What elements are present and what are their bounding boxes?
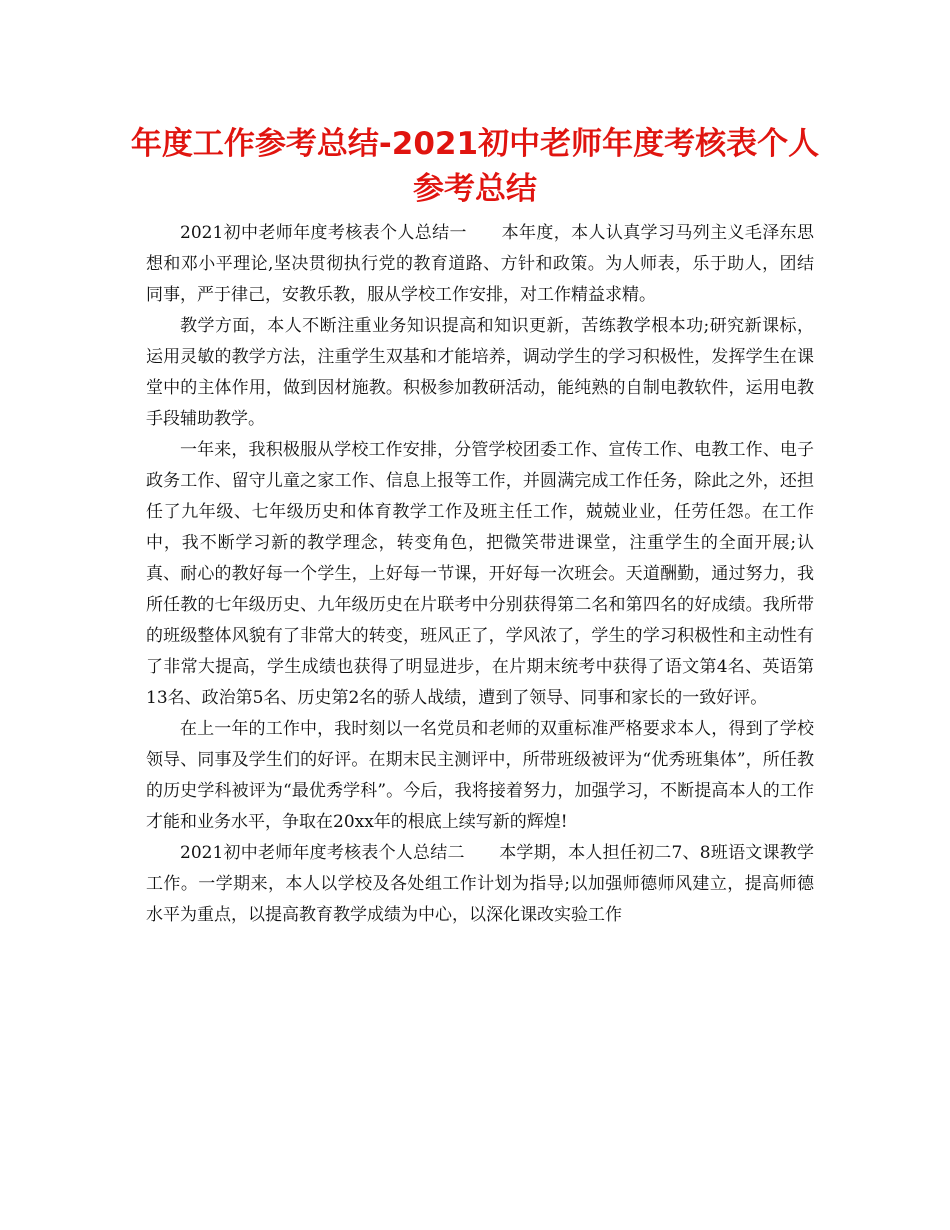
paragraph-5: 2021初中老师年度考核表个人总结二 本学期，本人担任初二7、8班语文课教学工作。一学期来，本人以学校及各处组工作计划为指导;以加强师德师风建立，提高师德水平为重点，以提高教育教学成绩为中心，以深化课改实验工作 <box>146 843 814 925</box>
paragraph-4: 在上一年的工作中，我时刻以一名党员和老师的双重标准严格要求本人，得到了学校领导、同事及学生们的好评。在期末民主测评中，所带班级被评为“优秀班集体”，所任教的历史学科被评为“最优秀学科”。今后，我将接着努力，加强学习，不断提高本人的工作才能和业务水平，争取在20xx年的根底上续写新的辉煌! <box>146 719 814 832</box>
paragraph-3: 一年来，我积极服从学校工作安排，分管学校团委工作、宣传工作、电教工作、电子政务工作、留守儿童之家工作、信息上报等工作，并圆满完成工作任务，除此之外，还担任了九年级、七年级历史和体育教学工作及班主任工作，兢兢业业，任劳任怨。在工作中，我不断学习新的教学理念，转变角色，把微笑带进课堂，注重学生的全面开展;认真、耐心的教好每一个学生，上好每一节课，开好每一次班会。天道酬勤，通过努力，我所任教的七年级历史、九年级历史在片联考中分别获得第二名和第四名的好成绩。我所带的班级整体风貌有了非常大的转变，班风正了，学风浓了，学生的学习积极性和主动性有了非常大提高，学生成绩也获得了明显进步，在片期末统考中获得了语文第4名、英语第13名、政治第5名、历史第2名的骄人战绩，遭到了领导、同事和家长的一致好评。 <box>146 440 814 708</box>
document-title: 年度工作参考总结-2021初中老师年度考核表个人参考总结 <box>130 126 820 207</box>
paragraph-2: 教学方面，本人不断注重业务知识提高和知识更新，苦练教学根本功;研究新课标，运用灵敏的教学方法，注重学生双基和才能培养，调动学生的学习积极性，发挥学生在课堂中的主体作用，做到因材施教。积极参加教研活动，能纯熟的自制电教软件，运用电教手段辅助教学。 <box>146 316 814 429</box>
document-body <box>146 218 814 931</box>
paragraph-1: 2021初中老师年度考核表个人总结一 本年度，本人认真学习马列主义毛泽东思想和邓小平理论,坚决贯彻执行党的教育道路、方针和政策。为人师表，乐于助人，团结同事，严于律己，安教乐教，服从学校工作安排，对工作精益求精。 <box>146 223 814 305</box>
